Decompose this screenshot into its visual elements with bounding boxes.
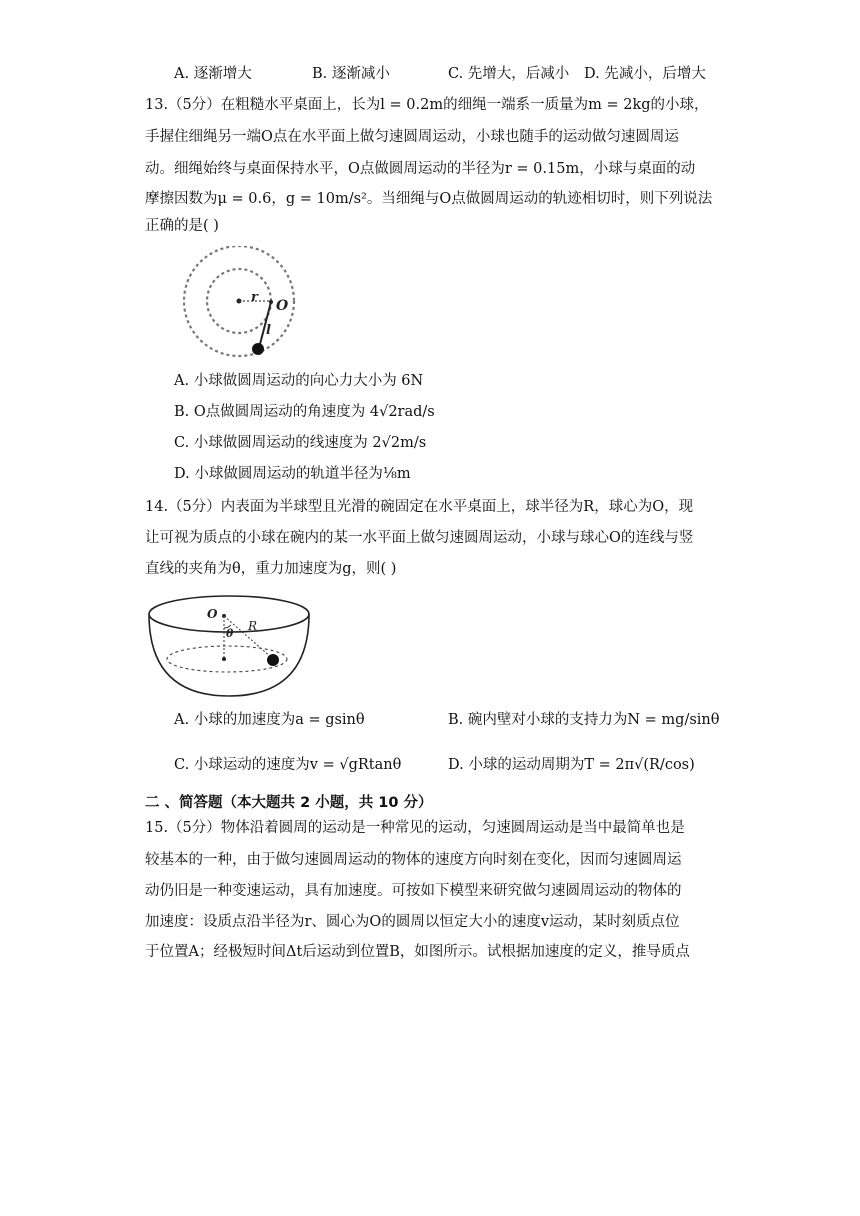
q13-line-3: 动。细绳始终与桌面保持水平，O点做圆周运动的半径为r = 0.15m，小球与桌面的动 — [145, 161, 696, 177]
q13-line-4: 摩擦因数为μ = 0.6，g = 10m/s²。当细绳与O点做圆周运动的轨迹相切时，则下列说法 — [145, 191, 713, 207]
q14-line-2: 让可视为质点的小球在碗内的某一水平面上做匀速圆周运动，小球与球心O的连线与竖 — [145, 530, 694, 546]
label-o: O — [276, 298, 289, 314]
q14-option-a: A. 小球的加速度为a = gsinθ — [174, 712, 365, 728]
ball — [252, 343, 264, 355]
q13-option-c: C. 小球做圆周运动的线速度为 2√2m/s — [174, 435, 427, 451]
q15-line-3: 动仍旧是一种变速运动，具有加速度。可按如下模型来研究做匀速圆周运动的物体的 — [145, 883, 682, 899]
q15-line-2: 较基本的一种，由于做匀速圆周运动的物体的速度方向时刻在变化，因而匀速圆周运 — [145, 852, 682, 868]
q15-line-4: 加速度：设质点沿半径为r、圆心为O的圆周以恒定大小的速度v运动，某时刻质点位 — [145, 914, 680, 930]
label-l: l — [266, 323, 271, 338]
label-r: r — [251, 290, 258, 305]
q12-option-c: C. 先增大，后减小 — [448, 66, 570, 82]
q13-line-1: 13.（5分）在粗糙水平桌面上，长为l = 0.2m的细绳一端系一质量为m = 2kg的小球， — [145, 97, 709, 113]
q13-option-a: A. 小球做圆周运动的向心力大小为 6N — [174, 373, 424, 389]
q14-figure — [145, 592, 313, 700]
q12-option-d: D. 先减小，后增大 — [584, 66, 706, 82]
q15-line-5: 于位置A；经极短时间Δt后运动到位置B，如图所示。试根据加速度的定义，推导质点 — [145, 944, 690, 960]
q14-line-3: 直线的夹角为θ，重力加速度为g，则( ) — [145, 561, 397, 577]
q13-line-5: 正确的是( ) — [145, 218, 219, 234]
q15-line-1: 15.（5分）物体沿着圆周的运动是一种常见的运动，匀速圆周运动是当中最简单也是 — [145, 820, 685, 836]
q14-option-d: D. 小球的运动周期为T = 2π√(R/cos) — [448, 757, 695, 773]
section-2-title: 二 、简答题（本大题共 2 小题，共 10 分） — [145, 795, 433, 811]
q12-option-a: A. 逐渐增大 — [174, 66, 252, 82]
q14-option-b: B. 碗内壁对小球的支持力为N = mg/sinθ — [448, 712, 720, 728]
q13-option-b: B. O点做圆周运动的角速度为 4√2rad/s — [174, 404, 435, 420]
ball — [267, 654, 279, 666]
label-theta: θ — [226, 627, 234, 640]
q12-option-b: B. 逐渐减小 — [312, 66, 390, 82]
q13-figure — [176, 246, 306, 364]
label-r: R — [248, 619, 258, 633]
orbit-center-dot — [222, 657, 226, 661]
label-o: O — [207, 607, 218, 621]
q13-option-d: D. 小球做圆周运动的轨道半径为⅛m — [174, 466, 411, 482]
q14-line-1: 14.（5分）内表面为半球型且光滑的碗固定在水平桌面上，球半径为R，球心为O，现 — [145, 499, 694, 515]
q14-option-c: C. 小球运动的速度为v = √gRtanθ — [174, 757, 402, 773]
q13-line-2: 手握住细绳另一端O点在水平面上做匀速圆周运动，小球也随手的运动做匀速圆周运 — [145, 129, 679, 145]
